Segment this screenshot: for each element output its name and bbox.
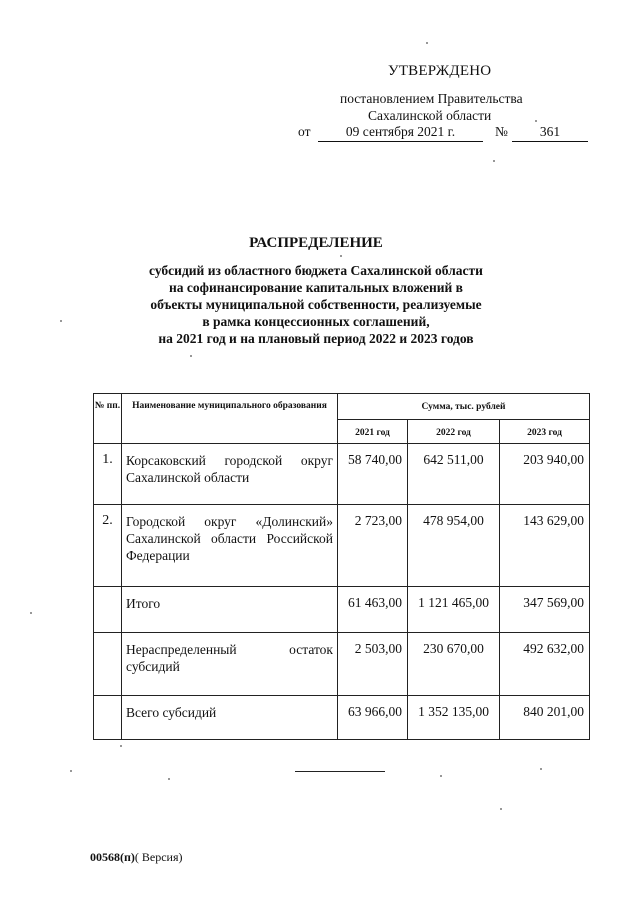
- scan-speck: [120, 745, 122, 747]
- decree-line-1: постановлением Правительства: [340, 91, 523, 106]
- document-footer: [90, 850, 183, 865]
- scan-speck: [60, 320, 62, 322]
- row-v2022: 1 121 465,00: [408, 587, 500, 633]
- row-v2022: 230 670,00: [408, 633, 500, 696]
- row-v2023: 840 201,00: [500, 696, 590, 740]
- scan-speck: [190, 355, 192, 357]
- decree-line-2: Сахалинской области: [368, 108, 492, 123]
- row-name: Городской округ «Долинский» Сахалинской области Российской Федерации: [122, 505, 338, 587]
- subtitle-line: объекты муниципальной собственности, реализуемые: [150, 297, 482, 312]
- table-row: [94, 633, 590, 696]
- subtitle-line: субсидий из областного бюджета Сахалинской области: [149, 263, 483, 278]
- subtitle-line: на 2021 год и на плановый период 2022 и 2023 годов: [158, 331, 474, 346]
- header-year-2023: 2023 год: [500, 420, 590, 444]
- header-num: № пп.: [94, 394, 122, 444]
- row-v2023: 203 940,00: [500, 444, 590, 505]
- row-v2023: 143 629,00: [500, 505, 590, 587]
- row-v2021: 2 503,00: [338, 633, 408, 696]
- date-prefix: от: [298, 124, 311, 139]
- row-num: 1.: [94, 444, 122, 505]
- row-name: Всего субсидий: [122, 696, 338, 740]
- date-value: 09 сентября 2021 г.: [318, 124, 483, 142]
- row-v2023: 347 569,00: [500, 587, 590, 633]
- row-v2021: 63 966,00: [338, 696, 408, 740]
- table-row: [94, 587, 590, 633]
- scan-speck: [535, 120, 537, 122]
- row-v2022: 478 954,00: [408, 505, 500, 587]
- row-v2022: 642 511,00: [408, 444, 500, 505]
- footer-suffix: ( Версия): [134, 850, 183, 864]
- row-name: Нераспределенный остаток субсидий: [122, 633, 338, 696]
- row-num: [94, 587, 122, 633]
- scan-speck: [168, 778, 170, 780]
- row-num: 2.: [94, 505, 122, 587]
- scan-speck: [540, 768, 542, 770]
- approval-heading: УТВЕРЖДЕНО: [388, 63, 492, 79]
- header-name: Наименование муниципального образования: [122, 394, 338, 444]
- row-v2021: 58 740,00: [338, 444, 408, 505]
- row-num: [94, 696, 122, 740]
- subsidy-table: [93, 393, 590, 740]
- row-v2022: 1 352 135,00: [408, 696, 500, 740]
- scan-speck: [493, 160, 495, 162]
- approval-date-line: [298, 124, 598, 144]
- row-v2021: 61 463,00: [338, 587, 408, 633]
- table-row: [94, 696, 590, 740]
- table-row: [94, 505, 590, 587]
- scan-speck: [340, 255, 342, 257]
- document-title: РАСПРЕДЕЛЕНИЕ: [249, 235, 383, 251]
- number-value: 361: [512, 124, 588, 142]
- scan-speck: [70, 770, 72, 772]
- scan-speck: [500, 808, 502, 810]
- row-v2021: 2 723,00: [338, 505, 408, 587]
- subtitle-line: на софинансирование капитальных вложений в: [169, 280, 463, 295]
- scan-speck: [30, 612, 32, 614]
- row-name: Итого: [122, 587, 338, 633]
- footer-code: 00568(п): [90, 850, 135, 864]
- header-year-2022: 2022 год: [408, 420, 500, 444]
- number-prefix: №: [495, 124, 508, 139]
- scan-speck: [440, 775, 442, 777]
- header-year-2021: 2021 год: [338, 420, 408, 444]
- table-row: [94, 444, 590, 505]
- closing-separator-line: [295, 771, 385, 772]
- header-sum: Сумма, тыс. рублей: [338, 394, 590, 420]
- row-v2023: 492 632,00: [500, 633, 590, 696]
- row-num: [94, 633, 122, 696]
- scan-speck: [426, 42, 428, 44]
- document-subtitle: [0, 262, 632, 347]
- row-name: Корсаковский городской округ Сахалинской области: [122, 444, 338, 505]
- subtitle-line: в рамка концессионных соглашений,: [202, 314, 430, 329]
- approval-decree: [340, 90, 540, 124]
